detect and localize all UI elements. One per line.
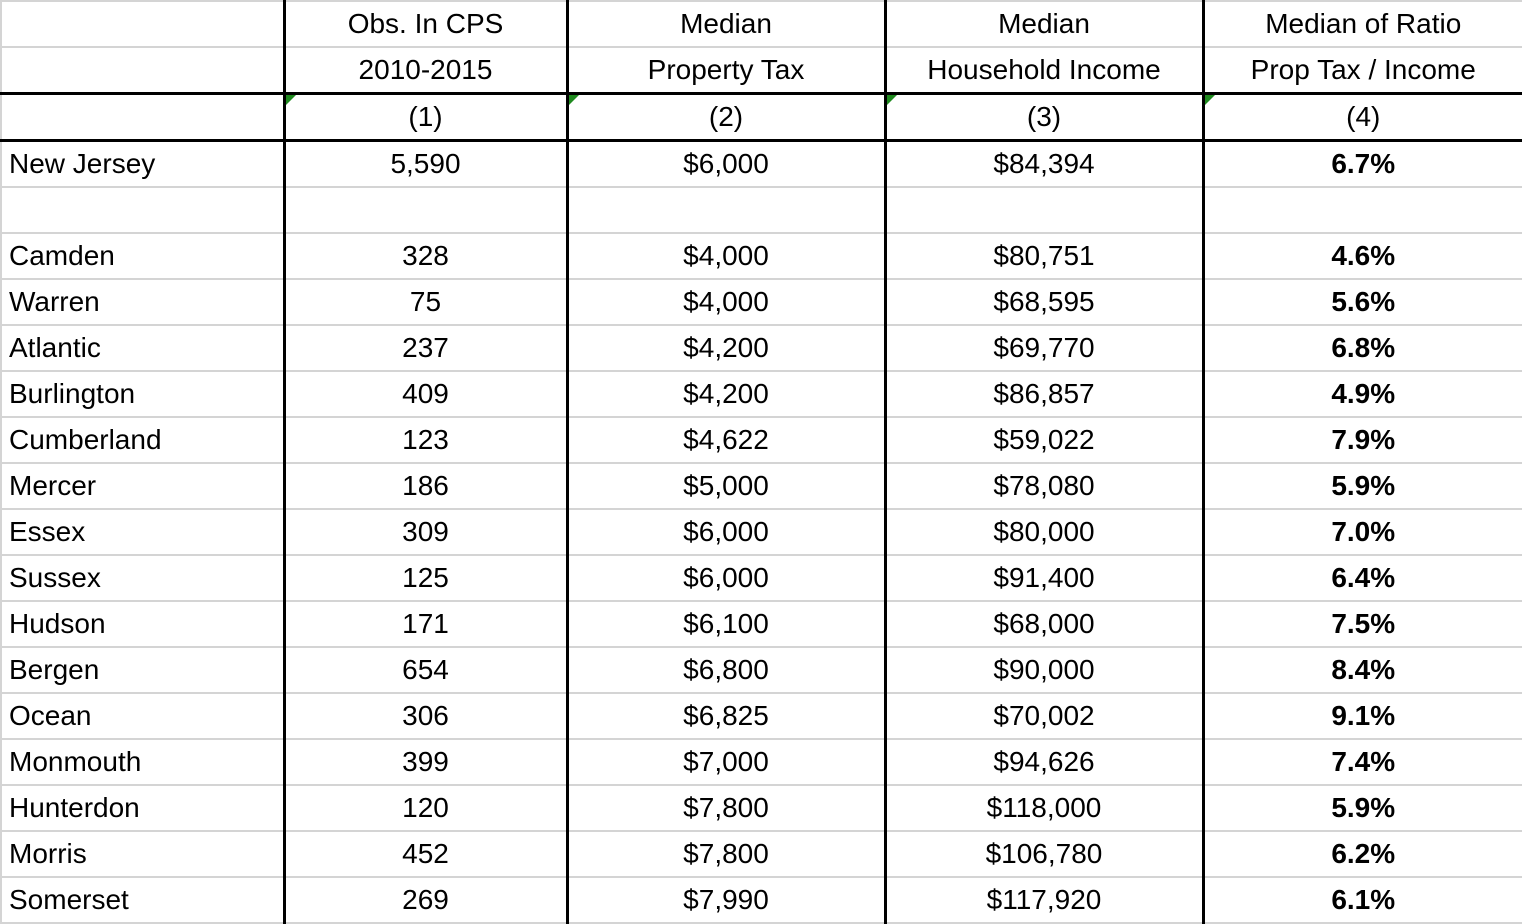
ratio-cell[interactable]: 6.8% <box>1203 325 1522 371</box>
header-row-1 <box>1 1 1522 47</box>
empty-cell[interactable] <box>567 187 885 233</box>
column-number-text: (4) <box>1346 101 1381 132</box>
county-name-cell[interactable]: Ocean <box>1 693 284 739</box>
county-name-cell[interactable]: Sussex <box>1 555 284 601</box>
header-ratio-line2[interactable]: Prop Tax / Income <box>1203 47 1522 94</box>
column-number-2[interactable] <box>567 94 885 141</box>
ratio-cell[interactable]: 7.5% <box>1203 601 1522 647</box>
property-tax-cell[interactable]: $6,000 <box>567 141 885 188</box>
income-cell[interactable]: $84,394 <box>885 141 1203 188</box>
ratio-cell[interactable]: 9.1% <box>1203 693 1522 739</box>
county-row <box>1 647 1522 693</box>
income-cell[interactable]: $59,022 <box>885 417 1203 463</box>
county-row <box>1 693 1522 739</box>
county-name-cell[interactable]: Mercer <box>1 463 284 509</box>
county-row <box>1 463 1522 509</box>
county-name-cell[interactable]: Hunterdon <box>1 785 284 831</box>
obs-cell[interactable]: 309 <box>284 509 567 555</box>
obs-cell[interactable]: 186 <box>284 463 567 509</box>
obs-cell[interactable]: 171 <box>284 601 567 647</box>
ratio-cell[interactable]: 5.6% <box>1203 279 1522 325</box>
column-number-text: (2) <box>708 101 744 132</box>
obs-cell[interactable]: 399 <box>284 739 567 785</box>
property-tax-cell[interactable]: $4,200 <box>567 371 885 417</box>
header-obs-line2[interactable]: 2010-2015 <box>284 47 567 94</box>
county-row <box>1 555 1522 601</box>
county-row <box>1 371 1522 417</box>
header-cell[interactable] <box>1 1 284 47</box>
ratio-cell[interactable]: 6.4% <box>1203 555 1522 601</box>
income-cell[interactable]: $68,595 <box>885 279 1203 325</box>
property-tax-cell[interactable]: $6,000 <box>567 509 885 555</box>
obs-cell[interactable]: 452 <box>284 831 567 877</box>
property-tax-cell[interactable]: $6,000 <box>567 555 885 601</box>
income-cell[interactable]: $86,857 <box>885 371 1203 417</box>
county-row <box>1 601 1522 647</box>
county-row <box>1 279 1522 325</box>
county-name-cell[interactable]: Morris <box>1 831 284 877</box>
county-row <box>1 233 1522 279</box>
column-number-text: (3) <box>1026 101 1062 132</box>
county-name-cell[interactable]: Bergen <box>1 647 284 693</box>
column-number-row <box>1 94 1522 141</box>
county-name-cell[interactable]: Atlantic <box>1 325 284 371</box>
header-ratio-line1[interactable]: Median of Ratio <box>1203 1 1522 47</box>
property-tax-cell[interactable]: $5,000 <box>567 463 885 509</box>
property-tax-cell[interactable]: $4,000 <box>567 279 885 325</box>
ratio-cell[interactable]: 4.9% <box>1203 371 1522 417</box>
county-row <box>1 509 1522 555</box>
county-name-cell[interactable]: Hudson <box>1 601 284 647</box>
empty-cell[interactable] <box>885 187 1203 233</box>
error-flag-icon <box>286 95 296 105</box>
county-name-cell[interactable]: Burlington <box>1 371 284 417</box>
header-row-2 <box>1 47 1522 94</box>
county-name-cell[interactable]: Camden <box>1 233 284 279</box>
ratio-cell[interactable]: 6.2% <box>1203 831 1522 877</box>
property-tax-cell[interactable]: $6,825 <box>567 693 885 739</box>
income-cell[interactable]: $80,000 <box>885 509 1203 555</box>
ratio-cell[interactable]: 6.1% <box>1203 877 1522 923</box>
income-cell[interactable]: $78,080 <box>885 463 1203 509</box>
header-cell[interactable] <box>1 94 284 141</box>
income-cell[interactable]: $91,400 <box>885 555 1203 601</box>
header-obs-line1[interactable]: Obs. In CPS <box>284 1 567 47</box>
ratio-cell[interactable]: 7.0% <box>1203 509 1522 555</box>
header-proptax-line1[interactable]: Median <box>567 1 885 47</box>
empty-cell[interactable] <box>1203 187 1522 233</box>
property-tax-cell[interactable]: $7,800 <box>567 785 885 831</box>
obs-cell[interactable]: 5,590 <box>284 141 567 188</box>
obs-cell[interactable]: 75 <box>284 279 567 325</box>
county-name-cell[interactable]: Essex <box>1 509 284 555</box>
income-cell[interactable]: $90,000 <box>885 647 1203 693</box>
county-row <box>1 739 1522 785</box>
income-cell[interactable]: $70,002 <box>885 693 1203 739</box>
error-flag-icon <box>1205 95 1215 105</box>
property-tax-cell[interactable]: $4,000 <box>567 233 885 279</box>
header-income-line1[interactable]: Median <box>885 1 1203 47</box>
obs-cell[interactable]: 654 <box>284 647 567 693</box>
column-number-1[interactable] <box>284 94 567 141</box>
state-row <box>1 141 1522 188</box>
obs-cell[interactable]: 269 <box>284 877 567 923</box>
income-cell[interactable]: $80,751 <box>885 233 1203 279</box>
ratio-cell[interactable]: 8.4% <box>1203 647 1522 693</box>
ratio-cell[interactable]: 5.9% <box>1203 785 1522 831</box>
error-flag-icon <box>887 95 897 105</box>
income-cell[interactable]: $68,000 <box>885 601 1203 647</box>
property-tax-cell[interactable]: $7,000 <box>567 739 885 785</box>
state-name-cell[interactable]: New Jersey <box>1 141 284 188</box>
income-cell[interactable]: $106,780 <box>885 831 1203 877</box>
property-tax-cell[interactable]: $6,800 <box>567 647 885 693</box>
county-name-cell[interactable]: Somerset <box>1 877 284 923</box>
header-income-line2[interactable]: Household Income <box>885 47 1203 94</box>
property-tax-cell[interactable]: $4,622 <box>567 417 885 463</box>
property-tax-cell[interactable]: $6,100 <box>567 601 885 647</box>
county-name-cell[interactable]: Warren <box>1 279 284 325</box>
property-tax-cell[interactable]: $4,200 <box>567 325 885 371</box>
county-rows <box>1 233 1522 923</box>
obs-cell[interactable]: 328 <box>284 233 567 279</box>
error-flag-icon <box>569 95 579 105</box>
income-cell[interactable]: $94,626 <box>885 739 1203 785</box>
county-row <box>1 877 1522 923</box>
property-tax-cell[interactable]: $7,800 <box>567 831 885 877</box>
column-number-3[interactable] <box>885 94 1203 141</box>
county-row <box>1 785 1522 831</box>
county-row <box>1 325 1522 371</box>
income-cell[interactable]: $117,920 <box>885 877 1203 923</box>
ratio-cell[interactable]: 6.7% <box>1203 141 1522 188</box>
blank-row <box>1 187 1522 233</box>
obs-cell[interactable]: 237 <box>284 325 567 371</box>
income-cell[interactable]: $69,770 <box>885 325 1203 371</box>
obs-cell[interactable]: 125 <box>284 555 567 601</box>
header-cell[interactable] <box>1 47 284 94</box>
ratio-cell[interactable]: 4.6% <box>1203 233 1522 279</box>
county-name-cell[interactable]: Monmouth <box>1 739 284 785</box>
ratio-cell[interactable]: 5.9% <box>1203 463 1522 509</box>
obs-cell[interactable]: 409 <box>284 371 567 417</box>
obs-cell[interactable]: 123 <box>284 417 567 463</box>
county-row <box>1 417 1522 463</box>
ratio-cell[interactable]: 7.9% <box>1203 417 1522 463</box>
ratio-cell[interactable]: 7.4% <box>1203 739 1522 785</box>
income-cell[interactable]: $118,000 <box>885 785 1203 831</box>
property-tax-cell[interactable]: $7,990 <box>567 877 885 923</box>
empty-cell[interactable] <box>1 187 284 233</box>
header-proptax-line2[interactable]: Property Tax <box>567 47 885 94</box>
column-number-text: (1) <box>408 101 443 132</box>
obs-cell[interactable]: 306 <box>284 693 567 739</box>
county-name-cell[interactable]: Cumberland <box>1 417 284 463</box>
empty-cell[interactable] <box>284 187 567 233</box>
obs-cell[interactable]: 120 <box>284 785 567 831</box>
county-row <box>1 831 1522 877</box>
column-number-4[interactable] <box>1203 94 1522 141</box>
